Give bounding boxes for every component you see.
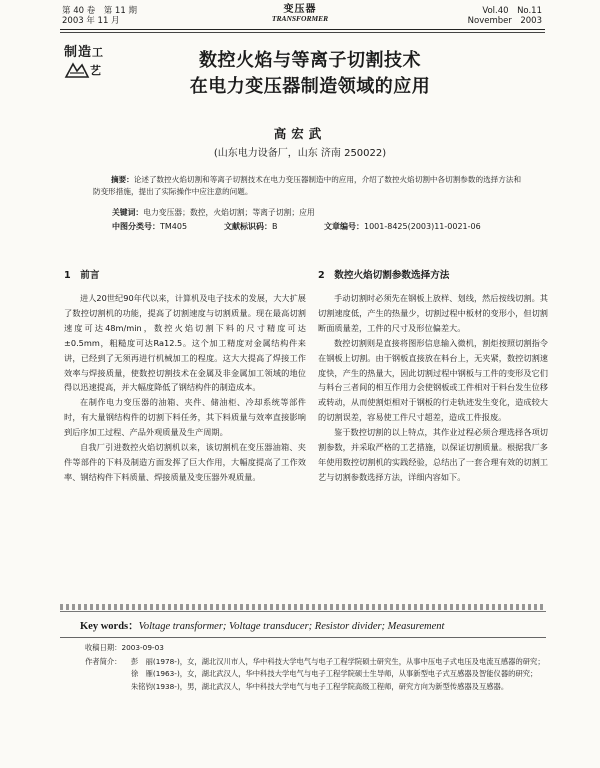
author-name: 高宏武 <box>273 126 327 141</box>
bio-1: 彭 丽(1978-)，女，湖北汉川市人，华中科技大学电气与电子工程学院硕士研究生，从事中压电子式电压及电流互感器的研究； <box>131 657 545 666</box>
issue-date-en: November 2003 <box>467 16 542 26</box>
bio-2: 徐 雁(1963-)，女，湖北武汉人，华中科技大学电气与电子工程学院硕士生导师，从事新型电子式互感器及智能仪器的研究； <box>131 669 538 679</box>
english-keywords-label: Key words： <box>80 621 139 632</box>
bio-3: 朱铭钧(1938-)，男，湖北武汉人，华中科技大学电气与电子工程学院高级工程师，研究方向为新型传感器及互感器。 <box>131 681 509 691</box>
document-code: 文献标识码：B <box>224 222 278 231</box>
journal-name-en: TRANSFORMER <box>271 14 329 23</box>
badge-char-4: 艺 <box>90 64 101 77</box>
english-keywords-text: Voltage transformer; Voltage transducer; Resistor divider; Measurement <box>138 621 445 632</box>
header-right <box>468 6 542 26</box>
left-paragraph-2: 在制作电力变压器的油箱、夹件、储油柜、冷却系统等部件时，有大量钢结构件的切割下料任务，其下料质量与效率直接影响到后序加工过程、产品外观质量及生产周期。 <box>64 397 306 438</box>
badge-char-3: 工 <box>92 46 103 59</box>
article-title <box>110 48 510 100</box>
header-rule-thin <box>60 32 545 33</box>
right-paragraph-2: 数控切割则是直接将图形信息输入微机，割炬按照切割指令在钢板上切割。由于钢板直接放在料台上，无夹紧，数控切割速度快，产生的热量大，因此切割过程中钢板与工件的变形及它们与料台三者间的相互作用力会使钢板或工件相对于料台发生位移或转动，从而使割炬相对于钢板的行走轨迹发生变化，造成较大的切割误差，容易使工件尺寸超差，造成工件报废。 <box>318 337 548 423</box>
right-paragraph-1: 手动切割时必须先在钢板上放样、划线，然后按线切割。其切割速度低，产生的热量少，切割过程中板材的变形小，但切割断面质量差，工件的尺寸及形位偏差大。 <box>318 293 548 333</box>
title-line-2: 在电力变压器制造领域的应用 <box>189 76 431 97</box>
header-left <box>62 6 137 26</box>
column-badge <box>64 45 103 80</box>
right-column <box>318 291 548 485</box>
volume-issue: 第 40 卷 第 11 期 <box>62 6 137 16</box>
left-paragraph-1: 进人20世纪90年代以来，计算机及电子技术的发展，大大扩展了数控切割机的功能，提高了切割速度与切割质量。现在最高切割速度可达48m/min，数控火焰切割下料的尺寸精度可达±0.5mm，粗糙度可达Ra12.5。这个加工精度对金属结构件来讲，已经到了无须再进行机械加工的程度。这大大提高了焊接工作效率与焊接质量，使数控切割技术在金属及非金属加工领域的地位得以迅速提高，并大幅度降低了钢结构件的制造成本。 <box>64 293 306 393</box>
keywords <box>112 207 532 218</box>
decorative-divider <box>60 604 546 610</box>
left-column <box>64 291 306 485</box>
journal-masthead <box>250 4 350 23</box>
clc-number: 中图分类号：TM405 <box>112 222 188 231</box>
badge-char-1: 制 <box>64 45 78 60</box>
footnote-rule <box>60 637 546 638</box>
section-1-heading: 1 前言 <box>64 270 100 281</box>
header-rule <box>60 29 545 30</box>
abstract-label: 摘要： <box>111 175 134 184</box>
badge-char-2: 造 <box>78 45 92 60</box>
keywords-label: 关键词： <box>112 208 144 217</box>
abstract-text: 论述了数控火焰切割和等离子切割技术在电力变压器制造中的应用，介绍了数控火焰切割中各切割参数的选择方法和防变形措施，提出了实际操作中应注意的问题。 <box>93 175 522 196</box>
left-paragraph-3: 自我厂引进数控火焰切割机以来，该切割机在变压器油箱、夹件等部件的下料及制造方面发挥了巨大作用，大幅度提高了工作效率、钢结构件下料质量、焊接质量及变压器外观质量。 <box>64 442 306 482</box>
footnote-bios <box>85 656 550 693</box>
volume-issue-en: Vol.40 No.11 <box>482 6 542 16</box>
badge-cutting-icon <box>64 61 90 79</box>
keywords-text: 电力变压器；数控，火焰切割；等离子切割；应用 <box>143 208 315 217</box>
title-line-1: 数控火焰与等离子切割技术 <box>199 50 421 71</box>
abstract <box>93 174 526 198</box>
right-paragraph-3: 鉴于数控切割的以上特点，其作业过程必须合理选择各项切割参数，并采取严格的工艺措施，以保证切割质量。根据我厂多年使用数控切割机的实践经验，总结出了一套合理有效的切割工艺与切割参数选择方法，详细内容如下。 <box>318 427 548 482</box>
section-2-heading: 2 数控火焰切割参数选择方法 <box>318 270 450 281</box>
issue-date: 2003 年 11 月 <box>62 16 120 26</box>
english-keywords <box>80 618 540 633</box>
author-affiliation: (山东电力设备厂，山东 济南 250022) <box>213 148 387 159</box>
journal-name-cn: 变压器 <box>283 4 317 15</box>
footnote-received: 收稿日期：2003-09-03 <box>85 643 164 652</box>
article-number: 文章编号：1001-8425(2003)11-0021-06 <box>324 222 481 231</box>
divider-rule <box>60 611 546 612</box>
bio-label: 作者简介： <box>85 657 122 666</box>
